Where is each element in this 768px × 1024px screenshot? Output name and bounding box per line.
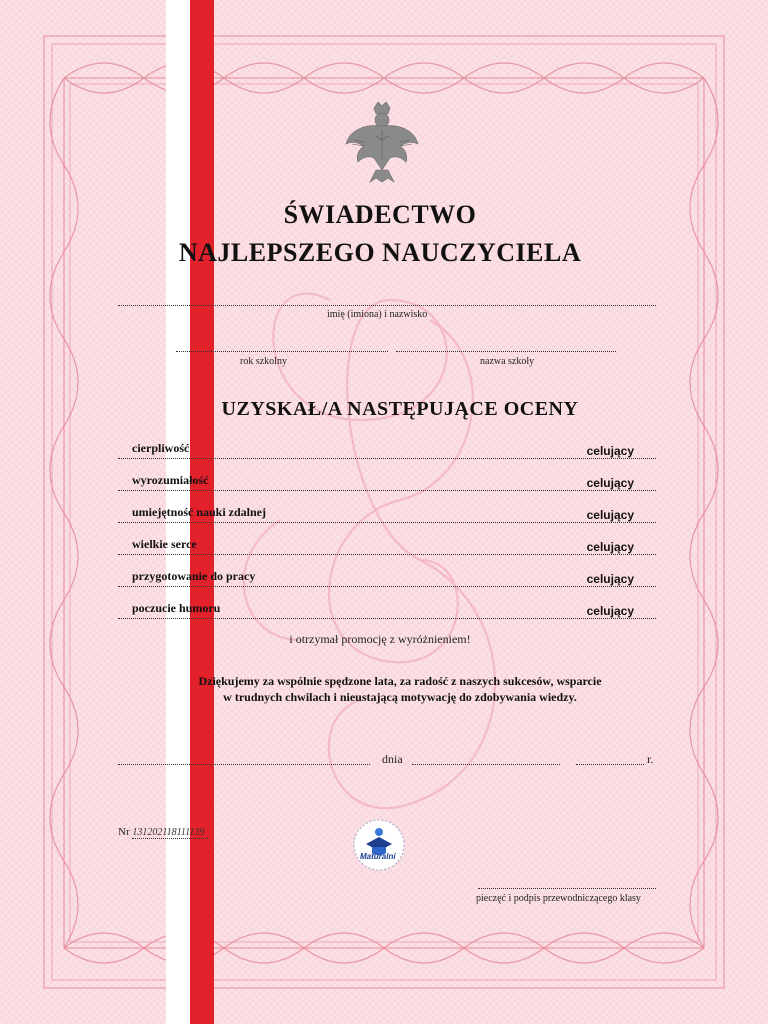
grade-row xyxy=(118,500,656,523)
year-line xyxy=(576,764,644,765)
grade-row xyxy=(118,436,656,459)
grade-subject: umiejętność nauki zdalnej xyxy=(132,505,267,519)
signature-hint: pieczęć i podpis przewodniczącego klasy xyxy=(476,893,641,904)
grade-row xyxy=(118,564,656,587)
school-year-hint: rok szkolny xyxy=(240,356,287,367)
grade-row xyxy=(118,532,656,555)
thanks-line2: w trudnych chwilach i nieustającą motywację do zdobywania wiedzy. xyxy=(223,690,577,704)
thanks-message xyxy=(140,673,660,705)
logo-text: Maturalni xyxy=(360,852,396,861)
place-line xyxy=(118,764,370,765)
certificate-title-line2: NAJLEPSZEGO NAUCZYCIELA xyxy=(178,238,582,267)
promotion-text: i otrzymał promocję z wyróżnieniem! xyxy=(289,632,471,646)
thanks-line1: Dziękujemy za wspólnie spędzone lata, za radość z naszych sukcesów, wsparcie xyxy=(198,674,602,688)
school-year-line xyxy=(176,351,388,352)
certificate-title-line1: ŚWIADECTWO xyxy=(283,200,477,229)
grade-value: celujący xyxy=(586,604,634,618)
grade-subject: wyrozumiałość xyxy=(132,473,209,487)
grade-value: celujący xyxy=(586,572,634,586)
date-line xyxy=(412,764,560,765)
grade-value: celujący xyxy=(586,508,634,522)
grade-value: celujący xyxy=(586,444,634,458)
signature-line xyxy=(478,888,656,889)
certificate-number xyxy=(118,826,208,838)
grade-value: celujący xyxy=(586,540,634,554)
eagle-emblem-icon xyxy=(344,100,420,184)
name-hint: imię (imiona) i nazwisko xyxy=(327,309,428,320)
grades-heading: UZYSKAŁ/A NASTĘPUJĄCE OCENY xyxy=(221,398,579,420)
maturalni-logo-icon xyxy=(352,818,406,872)
grade-value: celujący xyxy=(586,476,634,490)
dnia-label: dnia xyxy=(382,752,403,766)
number-value: 131202118111139 xyxy=(132,827,208,839)
year-suffix-label: r. xyxy=(647,752,654,766)
school-name-hint: nazwa szkoły xyxy=(480,356,535,367)
grade-row xyxy=(118,468,656,491)
grade-row xyxy=(118,596,656,619)
grade-subject: poczucie humoru xyxy=(132,601,221,615)
name-line xyxy=(118,305,656,306)
grade-subject: wielkie serce xyxy=(132,537,197,551)
grade-subject: przygotowanie do pracy xyxy=(132,569,256,583)
number-label: Nr xyxy=(118,826,130,838)
grade-subject: cierpliwość xyxy=(132,441,190,455)
school-name-line xyxy=(396,351,616,352)
